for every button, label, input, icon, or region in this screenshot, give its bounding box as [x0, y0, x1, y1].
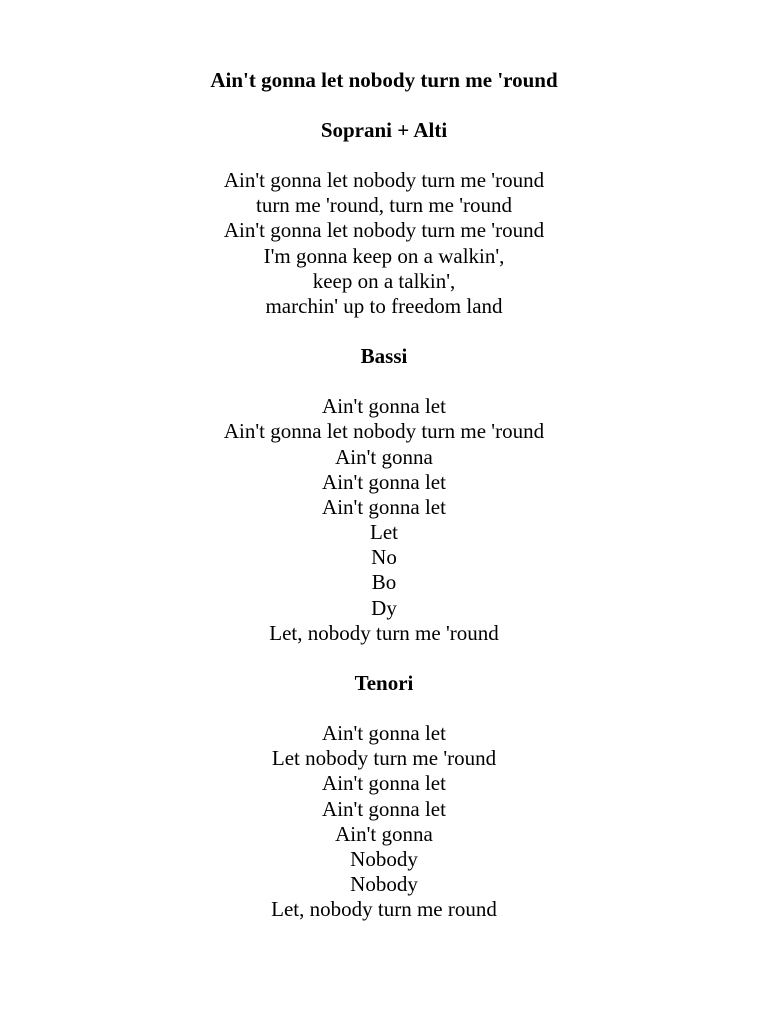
lyric-line: Ain't gonna let	[322, 394, 446, 419]
section-tenori	[0, 671, 768, 923]
lyric-line: No	[371, 545, 397, 570]
lyric-line: Nobody	[350, 846, 418, 871]
lyrics-lines	[0, 721, 768, 923]
lyrics-lines	[0, 168, 768, 319]
lyric-line: Let nobody turn me 'round	[271, 746, 497, 771]
lyric-line: marchin' up to freedom land	[265, 293, 503, 318]
lyric-line: Ain't gonna let	[322, 494, 446, 519]
lyric-line: I'm gonna keep on a walkin',	[263, 243, 505, 268]
lyric-line: Ain't gonna let	[322, 771, 446, 796]
lyric-line: Bo	[371, 570, 397, 595]
lyric-line: Ain't gonna let	[322, 469, 446, 494]
lyric-line: Let	[370, 520, 398, 545]
lyric-line: keep on a talkin',	[312, 268, 456, 293]
section-heading: Tenori	[354, 671, 414, 695]
lyric-line: Ain't gonna let nobody turn me 'round	[223, 419, 545, 444]
lyric-line: Ain't gonna let nobody turn me 'round	[223, 218, 545, 243]
lyric-line: Let, nobody turn me round	[271, 897, 497, 922]
lyric-line: Let, nobody turn me 'round	[269, 620, 499, 645]
lyric-line: Dy	[371, 595, 397, 620]
lyric-line: Ain't gonna let	[322, 721, 446, 745]
lyric-line: Ain't gonna let	[322, 796, 446, 821]
document-title: Ain't gonna let nobody turn me 'round	[210, 68, 558, 92]
section-bassi	[0, 344, 768, 646]
section-heading: Bassi	[360, 344, 408, 369]
section-soprani-alti	[0, 118, 768, 319]
lyric-line: turn me 'round, turn me 'round	[255, 193, 513, 218]
section-heading: Soprani + Alti	[320, 118, 448, 142]
lyrics-page	[0, 68, 768, 923]
lyrics-lines	[0, 394, 768, 646]
lyric-line: Ain't gonna	[335, 821, 433, 846]
lyric-line: Nobody	[350, 872, 418, 897]
lyric-line: Ain't gonna let nobody turn me 'round	[223, 168, 545, 192]
lyric-line: Ain't gonna	[335, 444, 433, 469]
